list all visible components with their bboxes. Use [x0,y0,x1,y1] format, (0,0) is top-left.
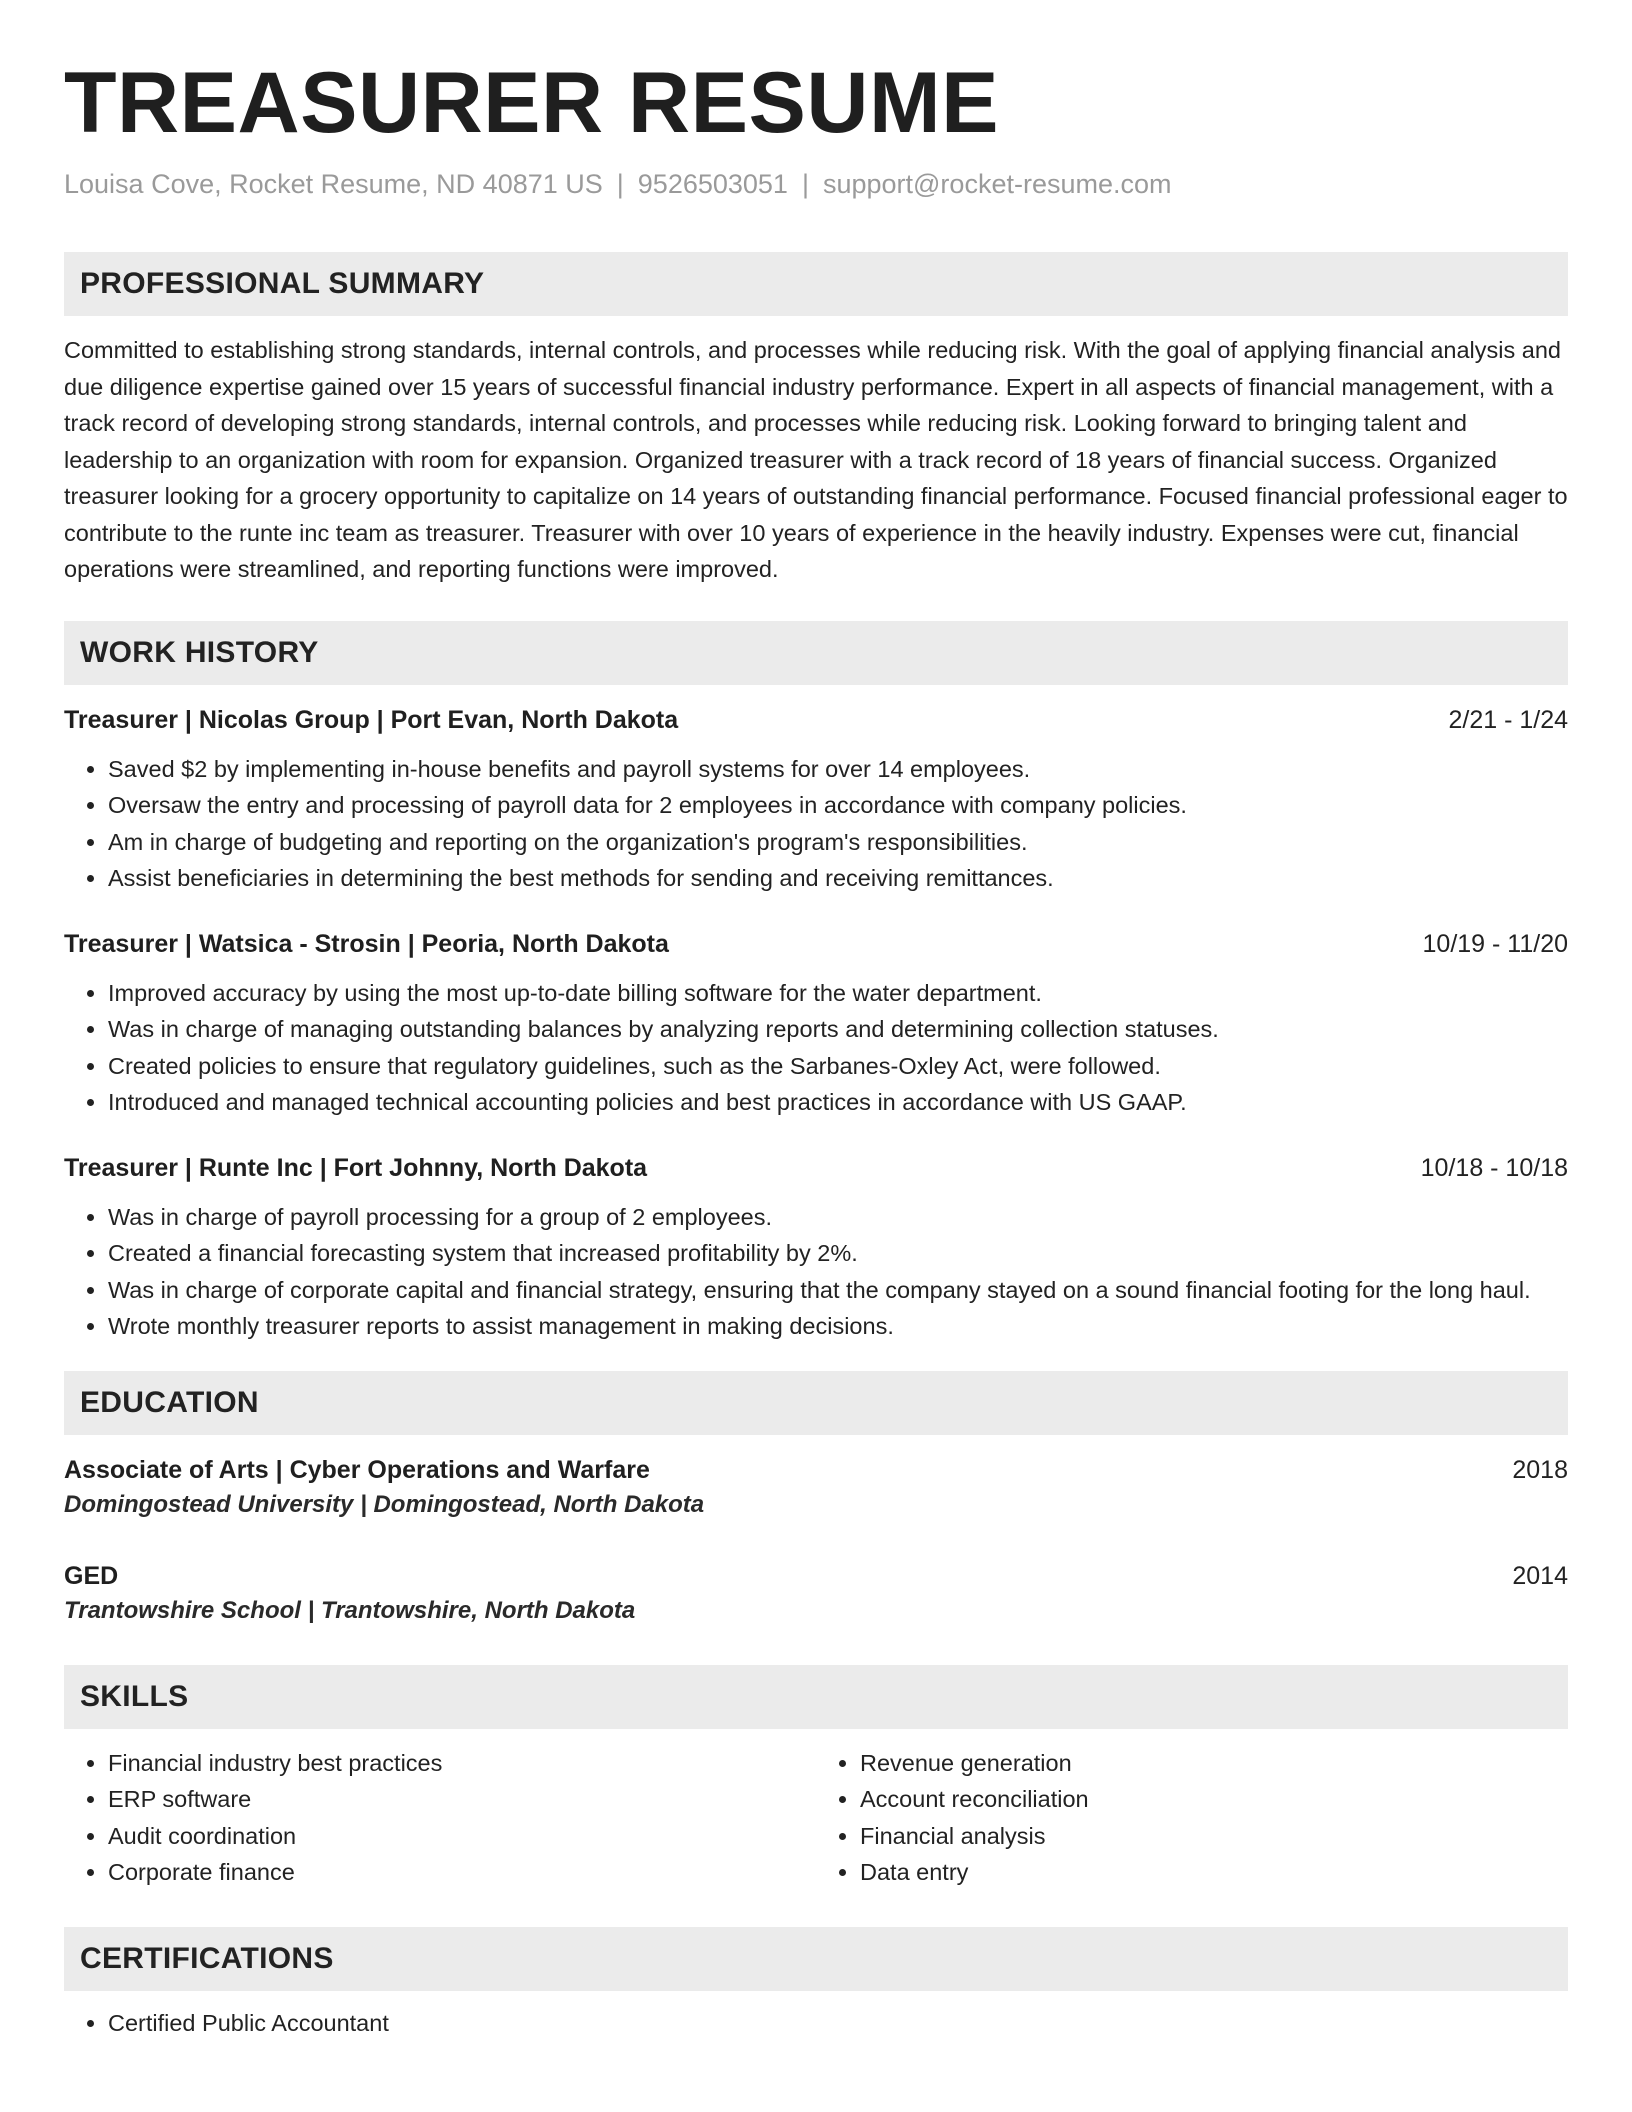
skill-item: • ERP software [108,1781,816,1818]
skill-item: • Data entry [860,1854,1568,1891]
section-heading-summary: PROFESSIONAL SUMMARY [64,252,1568,316]
contact-separator: | [616,169,624,199]
skills-list-left [64,1745,816,1891]
education-header [64,1453,1568,1487]
job-bullet: • Wrote monthly treasurer reports to assist management in making decisions. [108,1308,1568,1345]
skill-item: • Revenue generation [860,1745,1568,1782]
job-bullet: • Was in charge of managing outstanding balances by analyzing reports and determining collection statuses. [108,1011,1568,1048]
education-year: 2018 [1512,1455,1568,1484]
education-degree: Associate of Arts | Cyber Operations and Warfare [64,1455,650,1484]
job-entry [64,927,1568,1121]
skill-item: • Financial analysis [860,1818,1568,1855]
job-bullet: • Assist beneficiaries in determining the best methods for sending and receiving remittances. [108,860,1568,897]
contact-email: support@rocket-resume.com [822,169,1172,199]
job-bullets [64,975,1568,1121]
contact-phone: 9526503051 [637,169,788,199]
certifications-list [64,2005,1568,2042]
education-school: Trantowshire School | Trantowshire, North Dakota [64,1596,636,1624]
job-bullet: • Improved accuracy by using the most up-to-date billing software for the water department. [108,975,1568,1012]
job-bullet: • Oversaw the entry and processing of payroll data for 2 employees in accordance with company policies. [108,787,1568,824]
job-bullet: • Saved $2 by implementing in-house benefits and payroll systems for over 14 employees. [108,751,1568,788]
skills-list-right [816,1745,1568,1891]
job-bullet: • Created a financial forecasting system that increased profitability by 2%. [108,1235,1568,1272]
job-header [64,703,1568,737]
education-header [64,1559,1568,1593]
job-title: Treasurer | Watsica - Strosin | Peoria, North Dakota [64,929,669,958]
job-entry [64,703,1568,897]
contact-line [64,166,1568,202]
skill-item: • Financial industry best practices [108,1745,816,1782]
summary-text: Committed to establishing strong standards, internal controls, and processes while reducing risk. With the goal of applying financial analysis and due diligence expertise gained over 15 years of successful financial industry performance. Expert in all aspects of financial management, with a track record of developing strong standards, internal controls, and processes while reducing risk. Looking forward to bringing talent and leadership to an organization with room for expansion. Organized treasurer with a track record of 18 years of financial success. Organized treasurer looking for a grocery opportunity to capitalize on 14 years of outstanding financial performance. Focused financial professional eager to contribute to the runte inc team as treasurer. Treasurer with over 10 years of experience in the heavily industry. Expenses were cut, financial operations were streamlined, and reporting functions were improved. [64,337,1568,582]
job-bullet: • Created policies to ensure that regulatory guidelines, such as the Sarbanes-Oxley Act, were followed. [108,1048,1568,1085]
job-dates: 10/18 - 10/18 [1420,1153,1568,1182]
skill-item: • Corporate finance [108,1854,816,1891]
section-heading-work-history: WORK HISTORY [64,621,1568,685]
education-school: Domingostead University | Domingostead, North Dakota [64,1490,705,1518]
job-bullet: • Was in charge of corporate capital and financial strategy, ensuring that the company stayed on a sound financial footing for the long haul. [108,1272,1568,1309]
education-year: 2014 [1512,1561,1568,1590]
job-bullet: • Was in charge of payroll processing for a group of 2 employees. [108,1199,1568,1236]
contact-separator: | [801,169,809,199]
section-heading-skills: SKILLS [64,1665,1568,1729]
skill-item: • Account reconciliation [860,1781,1568,1818]
job-dates: 2/21 - 1/24 [1448,705,1568,734]
skills-grid [64,1745,1568,1891]
job-header [64,927,1568,961]
job-entry [64,1151,1568,1345]
section-heading-certifications: CERTIFICATIONS [64,1927,1568,1991]
job-title: Treasurer | Nicolas Group | Port Evan, North Dakota [64,705,679,734]
education-entry [64,1453,1568,1523]
contact-address: Louisa Cove, Rocket Resume, ND 40871 US [64,169,603,199]
certification-item: • Certified Public Accountant [108,2005,1568,2042]
job-dates: 10/19 - 11/20 [1422,929,1568,958]
job-title: Treasurer | Runte Inc | Fort Johnny, North Dakota [64,1153,648,1182]
job-bullets [64,751,1568,897]
education-entry [64,1559,1568,1629]
resume-title: TREASURER RESUME [64,55,999,151]
job-bullet: • Introduced and managed technical accounting policies and best practices in accordance with US GAAP. [108,1084,1568,1121]
job-bullets [64,1199,1568,1345]
job-header [64,1151,1568,1185]
education-degree: GED [64,1561,119,1590]
job-bullet: • Am in charge of budgeting and reporting on the organization's program's responsibilities. [108,824,1568,861]
skill-item: • Audit coordination [108,1818,816,1855]
section-heading-education: EDUCATION [64,1371,1568,1435]
